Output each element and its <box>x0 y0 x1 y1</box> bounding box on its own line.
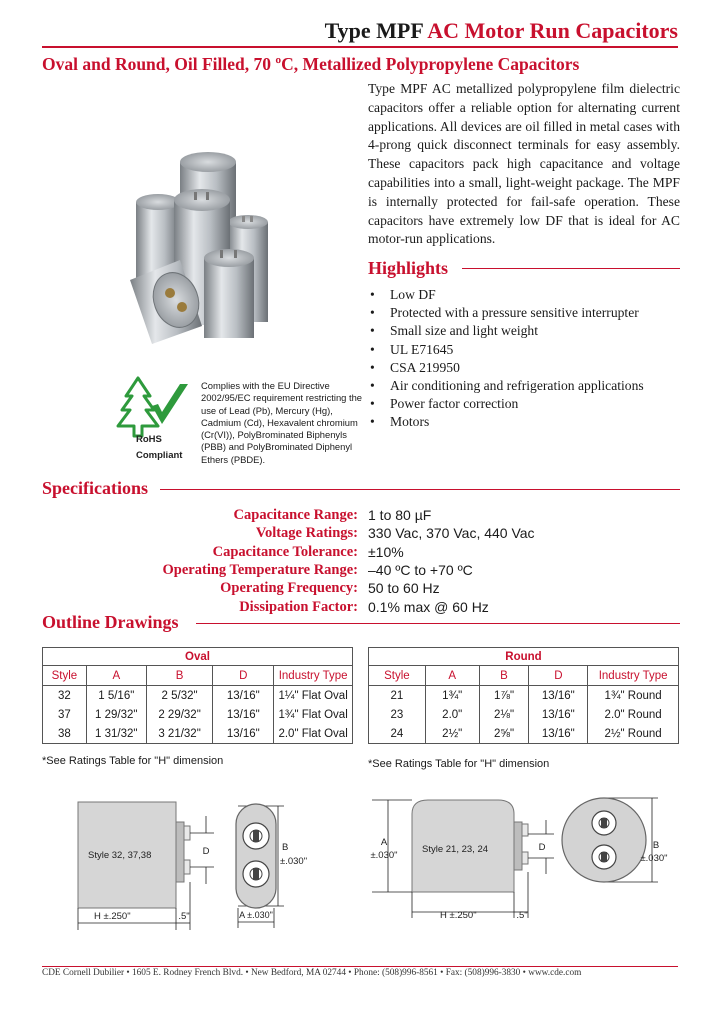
column-header: Style <box>43 666 87 686</box>
table-cell: 13/16" <box>529 705 588 724</box>
table-cell: 32 <box>43 686 87 706</box>
column-header: D <box>529 666 588 686</box>
column-header: Industry Type <box>274 666 353 686</box>
oval-table-header <box>43 666 353 686</box>
highlights-divider <box>462 268 680 269</box>
title-product: Type MPF <box>324 18 423 43</box>
footer-divider <box>42 966 678 967</box>
round-h-note: *See Ratings Table for "H" dimension <box>368 758 550 770</box>
highlight-item: • Low DF <box>368 286 644 304</box>
title-category: AC Motor Run Capacitors <box>427 18 678 43</box>
table-cell: 2⅝" <box>479 724 529 744</box>
outline-heading: Outline Drawings <box>42 612 179 632</box>
table-cell: 1 5/16" <box>86 686 146 706</box>
table-cell: 23 <box>369 705 426 724</box>
rohs-compliant-label: Compliant <box>136 450 183 461</box>
table-cell: 24 <box>369 724 426 744</box>
spec-label: Capacitance Range: <box>233 507 358 523</box>
column-header: Style <box>369 666 426 686</box>
table-row <box>369 686 679 706</box>
highlight-item: • Air conditioning and refrigeration applications <box>368 377 644 395</box>
spec-label: Operating Frequency: <box>220 580 358 597</box>
table-cell: 37 <box>43 705 87 724</box>
oval-half-inch-label: .5" <box>178 911 190 922</box>
table-cell: 13/16" <box>529 724 588 744</box>
table-cell: 2.0" Round <box>588 705 679 724</box>
specifications-heading: Specifications <box>42 478 148 498</box>
oval-b-tolerance: ±.030" <box>280 856 308 867</box>
table-cell: 38 <box>43 724 87 744</box>
rohs-logo <box>116 372 196 468</box>
round-dimensions-table <box>368 647 679 744</box>
spec-value: 330 Vac, 370 Vac, 440 Vac <box>368 525 535 542</box>
rohs-label: RoHS <box>136 434 162 445</box>
spec-label: Capacitance Tolerance: <box>212 543 358 560</box>
oval-top-view <box>236 804 276 908</box>
round-b-tolerance: ±.030" <box>640 853 668 864</box>
capacitor-center-right <box>204 249 254 338</box>
highlights-list <box>368 286 644 432</box>
oval-table-title: Oval <box>43 648 353 666</box>
table-cell: 3 21/32" <box>146 724 213 744</box>
round-table-title: Round <box>369 648 679 666</box>
table-cell: 13/16" <box>529 686 588 706</box>
column-header: Industry Type <box>588 666 679 686</box>
spec-row <box>42 580 682 598</box>
round-a-label: A <box>380 837 388 848</box>
spec-value: –40 ºC to +70 ºC <box>368 561 473 578</box>
table-cell: 21 <box>369 686 426 706</box>
spec-value: 0.1% max @ 60 Hz <box>368 598 489 615</box>
oval-b-label: B <box>282 842 289 853</box>
round-style-label: Style 21, 23, 24 <box>422 844 489 855</box>
table-cell: 13/16" <box>213 705 274 724</box>
capacitor-product-photo <box>118 140 278 345</box>
round-h-label: H ±.250" <box>440 910 477 921</box>
highlight-item: • Power factor correction <box>368 395 644 413</box>
column-header: A <box>425 666 479 686</box>
round-a-tolerance: ±.030" <box>370 850 398 861</box>
oval-d-label: D <box>202 846 210 857</box>
oval-table-body <box>43 686 353 744</box>
oval-a-label: A ±.030" <box>239 910 273 920</box>
page-subtitle: Oval and Round, Oil Filled, 70 ºC, Metallized Polypropylene Capacitors <box>42 54 580 74</box>
round-table-header <box>369 666 679 686</box>
table-cell: 1¾" Flat Oval <box>274 705 353 724</box>
spec-label: Dissipation Factor: <box>239 598 358 615</box>
highlight-item: • Protected with a pressure sensitive interrupter <box>368 304 644 322</box>
oval-dimensions-table <box>42 647 353 744</box>
table-row <box>43 724 353 744</box>
specifications-divider <box>160 489 680 490</box>
spec-value: ±10% <box>368 543 404 560</box>
round-top-view <box>562 798 646 882</box>
table-cell: 13/16" <box>213 724 274 744</box>
intro-paragraph: Type MPF AC metallized polypropylene film dielectric capacitors offer a reliable option for alternating current applications. All devices are oil filled in metal cases with 4-prong quick disconnect terminals for easy assembly. These capacitors pack high capacitance and voltage capabilities into a small, light-weight package. The MPF is internally protected for fail-safe operation. These capacitors have extremely low DF that is ideal for AC motor-run applications. <box>368 81 680 247</box>
table-cell: 2.0" <box>425 705 479 724</box>
table-row <box>43 686 353 706</box>
spec-label: Voltage Ratings: <box>255 525 358 542</box>
spec-row <box>42 507 682 525</box>
table-cell: 1⅞" <box>479 686 529 706</box>
highlight-item: • Motors <box>368 413 644 431</box>
highlights-heading: Highlights <box>368 258 449 278</box>
spec-row <box>42 562 682 580</box>
table-row <box>369 724 679 744</box>
title-divider <box>42 46 678 48</box>
oval-h-note: *See Ratings Table for "H" dimension <box>42 755 224 767</box>
round-outline-drawing <box>368 792 680 932</box>
column-header: B <box>146 666 213 686</box>
table-cell: 1¼" Flat Oval <box>274 686 353 706</box>
round-d-label: D <box>538 842 546 853</box>
spec-value: 1 to 80 µF <box>368 507 432 523</box>
checkmark-icon <box>152 384 188 424</box>
table-cell: 1 31/32" <box>86 724 146 744</box>
page-title <box>325 18 678 44</box>
highlight-item: • UL E71645 <box>368 341 644 359</box>
tree-icon <box>118 378 158 436</box>
spec-value: 50 to 60 Hz <box>368 580 440 597</box>
outline-divider <box>196 623 680 624</box>
footer-contact: CDE Cornell Dubilier • 1605 E. Rodney French Blvd. • New Bedford, MA 02744 • Phone: (508)996-8561 • Fax: (508)996-3830 • www.cde.com <box>42 968 582 978</box>
table-cell: 2 29/32" <box>146 705 213 724</box>
column-header: D <box>213 666 274 686</box>
column-header: A <box>86 666 146 686</box>
highlight-item: • Small size and light weight <box>368 322 644 340</box>
round-b-label: B <box>652 840 660 851</box>
table-row <box>369 705 679 724</box>
spec-label: Operating Temperature Range: <box>162 561 358 578</box>
oval-outline-drawing <box>56 790 356 930</box>
round-half-inch-label: .5" <box>516 910 528 921</box>
table-cell: 2.0" Flat Oval <box>274 724 353 744</box>
rohs-statement: Complies with the EU Directive 2002/95/EC requirement restricting the use of Lead (Pb), Mercury (Hg), Cadmium (Cd), Hexavalent chromium (Cr(VI)), PolyBrominated Biphenyls (PBB) and PolyBrominated Diphenyl Ethers (PBDE). <box>201 380 363 465</box>
table-cell: 13/16" <box>213 686 274 706</box>
oval-h-label: H ±.250" <box>94 911 131 922</box>
highlight-item: • CSA 219950 <box>368 359 644 377</box>
oval-style-label: Style 32, 37,38 <box>88 850 152 861</box>
spec-row <box>42 544 682 562</box>
table-row <box>43 705 353 724</box>
table-cell: 1 29/32" <box>86 705 146 724</box>
table-cell: 1¾" <box>425 686 479 706</box>
table-cell: 2 5/32" <box>146 686 213 706</box>
table-cell: 2½" <box>425 724 479 744</box>
column-header: B <box>479 666 529 686</box>
table-cell: 1¾" Round <box>588 686 679 706</box>
table-cell: 2⅛" <box>479 705 529 724</box>
table-cell: 2½" Round <box>588 724 679 744</box>
round-table-body <box>369 686 679 744</box>
spec-row <box>42 525 682 543</box>
